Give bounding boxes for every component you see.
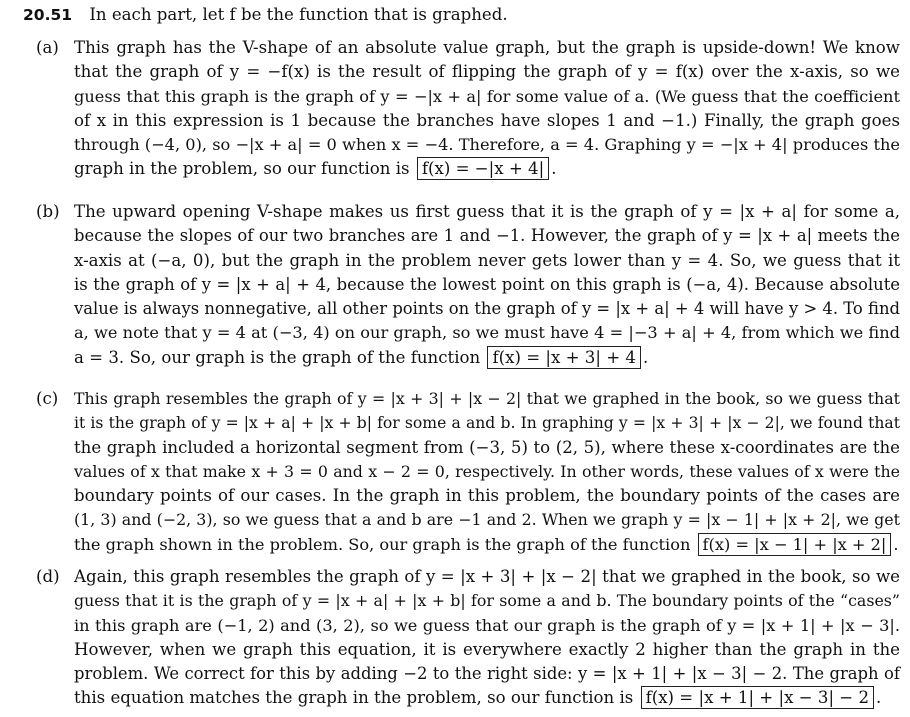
text-line: boundary points of our cases. In the graph in this problem, the boundary points of the cases are [74, 486, 900, 506]
text-line: is the graph of y = |x + a| + 4, because the lowest point on this graph is (−a, 4). Because absolute [74, 274, 900, 294]
part-text [74, 387, 900, 557]
final-line-text: graph in the problem, so our function is [74, 159, 410, 179]
period: . [642, 347, 649, 367]
text-line: guess that this graph is the graph of y = −|x + a| for some value of a. (We guess that the coefficient [74, 86, 900, 106]
final-line [74, 157, 900, 181]
final-line [74, 686, 900, 710]
text-line: (1, 3) and (−2, 3), so we guess that a and b are −1 and 2. When we graph y = |x − 1| + |x + 2|, we get [74, 510, 900, 530]
part-label: (b) [36, 202, 60, 221]
final-line-text: this equation matches the graph in the problem, so our function is [74, 688, 634, 708]
text-line: the graph included a horizontal segment from (−3, 5) to (2, 5), where these x-coordinates are the [74, 437, 900, 457]
period: . [551, 159, 557, 179]
text-line: This graph resembles the graph of y = |x + 3| + |x − 2| that we graphed in the book, so we guess that [74, 389, 900, 408]
final-line-text: the graph shown in the problem. So, our graph is the graph of the function [74, 534, 691, 554]
answer-box: f(x) = |x + 3| + 4 [487, 346, 640, 369]
text-line: in this graph are (−1, 2) and (3, 2), so we guess that our graph is the graph of y = |x + 1| + |x − 3|. [74, 615, 900, 635]
final-line [74, 346, 900, 370]
final-line-text: a = 3. So, our graph is the graph of the function [74, 347, 481, 367]
part-label: (d) [36, 567, 60, 586]
problem-statement: In each part, let f be the function that is graphed. [89, 5, 508, 24]
problem-number: 20.51 [23, 6, 73, 24]
text-line: The upward opening V-shape makes us first guess that it is the graph of y = |x + a| for some a, [74, 202, 900, 221]
text-line: it is the graph of y = |x + a| + |x + b| for some a and b. In graphing y = |x + 3| + |x − 2|, we found that [74, 414, 900, 433]
part-label: (a) [36, 38, 59, 57]
part-text [74, 565, 900, 711]
text-line: through (−4, 0), so −|x + a| = 0 when x = −4. Therefore, a = 4. Graphing y = −|x + 4| produces the [74, 135, 900, 155]
part-text [74, 200, 900, 370]
text-line: because the slopes of our two branches are 1 and −1. However, the graph of y = |x + a| meets the [74, 226, 900, 246]
period: . [876, 688, 882, 708]
answer-box: f(x) = |x + 1| + |x − 3| − 2 [641, 686, 874, 709]
text-line: value is always nonnegative, all other points on the graph of y = |x + a| + 4 will have y > 4. To find [74, 299, 900, 319]
period: . [893, 534, 899, 554]
text-line: a, we note that y = 4 at (−3, 4) on our graph, so we must have 4 = |−3 + a| + 4, from which we find [74, 323, 900, 343]
text-line: problem. We correct for this by adding −2 to the right side: y = |x + 1| + |x − 3| − 2. The graph of [74, 664, 900, 684]
text-line: x-axis at (−a, 0), but the graph in the problem never gets lower than y = 4. So, we guess that it [74, 250, 900, 270]
text-line: values of x that make x + 3 = 0 and x − 2 = 0, respectively. In other words, these values of x were the [74, 461, 900, 481]
text-line: that the graph of y = −f(x) is the result of flipping the graph of y = f(x) over the x-axis, so we [74, 62, 900, 82]
problem-header [23, 3, 508, 27]
text-line: guess that it is the graph of y = |x + a| + |x + b| for some a and b. The boundary points of the “cases” [74, 591, 900, 611]
answer-box: f(x) = |x − 1| + |x + 2| [698, 533, 892, 556]
text-line: This graph has the V-shape of an absolute value graph, but the graph is upside-down! We know [74, 38, 900, 57]
text-line: Again, this graph resembles the graph of y = |x + 3| + |x − 2| that we graphed in the book, so we [74, 567, 900, 586]
part-label: (c) [36, 389, 59, 408]
answer-box: f(x) = −|x + 4| [417, 157, 549, 180]
text-line: However, when we graph this equation, it is everywhere exactly 2 higher than the graph in the [74, 639, 900, 659]
final-line [74, 533, 900, 557]
text-line: of x in this expression is 1 because the branches have slopes 1 and −1.) Finally, the graph goes [74, 110, 900, 130]
part-text [74, 36, 900, 182]
